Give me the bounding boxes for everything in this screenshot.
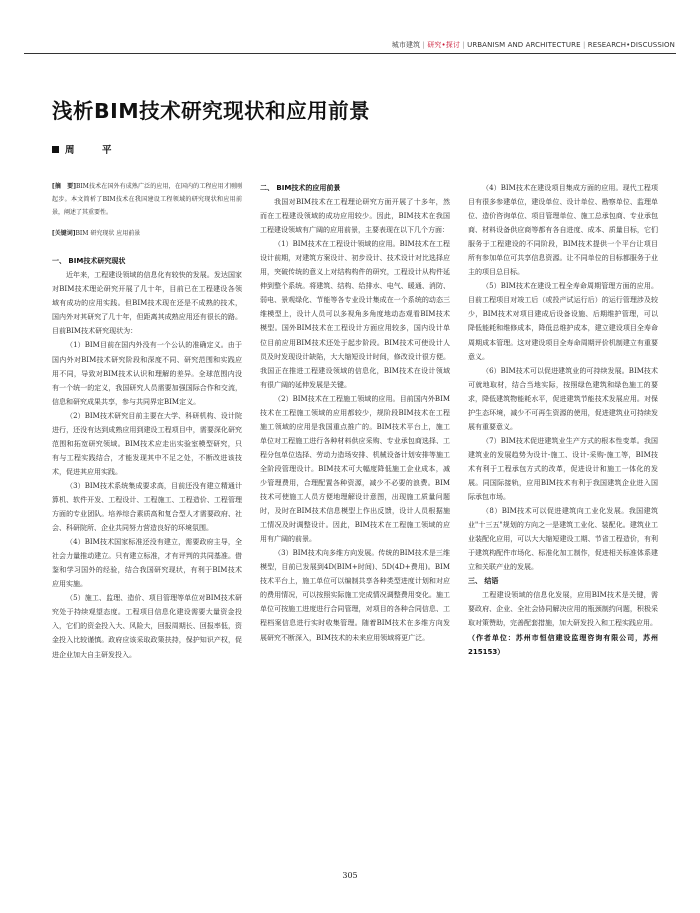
running-header <box>392 40 675 50</box>
column-middle <box>260 181 450 645</box>
section-heading-1: 一、 BIM技术研究现状 <box>52 257 126 266</box>
author-name: 周 平 <box>65 145 121 156</box>
paragraph: （1）BIM技术在工程设计领域的应用。BIM技术在工程设计前期，对建筑方案设计、初步设计、技术设计对比选择应用，突破传统的意义上对结构构件的研究，工程设计从构件延伸到整个系统。将建筑、结构、给排水、电气、暖通、消防、弱电、景观绿化、节能等各专业设计集成在一个系统的动态三维模型上，设计人员可以多视角多角度地动态观看BIM技术模型。国外BIM技术在工程设计方面应用较多，国内设计单位目前应用BIM技术还处于起步阶段。BIM技术可使设计人员及时发现设计缺陷，大大缩短设计时间，修改设计很方便。我国正在推进工程建设领域的信息化，BIM技术在设计领域有很广阔的延伸发展是关键。 <box>260 240 450 389</box>
author-line <box>52 142 121 156</box>
author-affiliation: （作者单位：苏州市恒信建设监理咨询有限公司，苏州 215153） <box>468 633 658 656</box>
paragraph: （7）BIM技术促进建筑业生产方式的根本性变革。我国建筑业的发展趋势为设计-施工、设计-采购-施工等，BIM技术有利于工程承包方式的改革，促进设计和施工一体化的发展。同国际接轨，应用BIM技术有利于我国建筑企业进入国际承包市场。 <box>468 436 658 502</box>
column-left <box>52 181 242 662</box>
paragraph: （2）BIM技术在工程施工领域的应用。目前国内外BIM技术在工程施工领域的应用都较少，规阶段BIM技术在工程施工领域的应用是我国重点推广的。BIM技术平台上，施工单位对工程施工进行各种材料供应采购、专业承包商选择、工程分包单位选择、劳动力造场安排、机械设备计划安排等施工全阶段管理设计。BIM技术可大幅度降低施工企业成本，减少管理费用，合理配置各种资源，减少不必要的浪费。BIM技术可使施工人员方便地理解设计意图，出现施工质量问题时，及时在BIM技术信息模型上作出反馈，设计人员根据施工情况及时调整设计。因此，BIM技术在工程施工领域的应用有广阔的前景。 <box>260 394 450 544</box>
paragraph: 近年来，工程建设领域的信息化有较快的发展。发达国家对BIM技术理论研究开展了几十年，目前已在工程建设各领域有成功的应用实践。但BIM技术现在还是不成熟的技术，国内外对其研究了几十年，但距离其成熟应用还有很长的路。目前BIM技术研究现状为： <box>52 271 242 336</box>
paragraph: （1）BIM目前在国内外没有一个公认的准确定义。由于国内外对BIM技术研究阶段和深度不同、研究范围和实践应用不同，导致对BIM技术认识和理解的差异。全球范围内没有一个统一的定义，我国研究人员需要加强国际合作和交流，信息和研究成果共享，参与共同界定BIM定义。 <box>52 341 242 406</box>
paragraph: （2）BIM技术研究目前主要在大学、科研机构、设计院进行，还没有达到成熟应用到建设工程项目中，需要深化研究范围和拓宽研究领域。BIM技术应走出实验室模型研究，只有与工程实践结合，才能发现其中不足之处，不断改进该技术，促进其应用实践。 <box>52 411 242 476</box>
paragraph: （5）施工、监理、造价、项目管理等单位对BIM技术研究处于持续观望态度。工程项目信息化建设需要大量资金投入，它们的资金投入大、风险大，回报周期长、回报率低，资金投入比较谨慎。政府应该采取政策扶持，保护知识产权，促进企业加大自主研发投入。 <box>52 594 242 659</box>
section-heading-3: 三、 结语 <box>468 577 499 586</box>
paragraph: （3）BIM技术向多维方向发展。传统的BIM技术是三维模型，目前已发展到4D(BIM+时间)、5D(4D+费用)。BIM技术平台上，施工单位可以编制共享各种类型进度计划和对应的费用情况，可以按照实际施工完成情况调整费用变化。施工单位可按施工进度进行合同管理，对项目的各种合同信息、工程档案信息进行实时收集管理。随着BIM技术在多维方向发展研究不断深入，BIM技术的未来应用领域将更广泛。 <box>260 549 450 642</box>
paragraph: （5）BIM技术在建设工程全寿命周期管理方面的应用。目前工程项目对竣工后（或投产试运行后）的运行管理涉及较少，BIM技术对项目建成后设备设施、后期维护管理，可以降低能耗和维修成本，降低总维护成本，建立建设项目全寿命周期成本管理。这对建设项目全寿命周期评价机制建立有重要意义。 <box>468 282 658 361</box>
header-journal-en: URBANISM AND ARCHITECTURE <box>467 41 581 49</box>
header-separator: | <box>422 41 425 49</box>
header-rule <box>24 53 676 54</box>
keywords-text: BIM 研究现状 应用前景 <box>75 230 141 238</box>
abstract <box>52 181 242 219</box>
paragraph: 我国对BIM技术在工程理论研究方面开展了十多年，然而在工程建设领域的成功应用较少。因此，BIM技术在我国工程建设领域有广阔的应用前景，主要表现在以下几个方面： <box>260 198 450 235</box>
header-column: 研究•探讨 <box>427 41 460 49</box>
header-section-en: RESEARCH•DISCUSSION <box>587 41 675 49</box>
paragraph: （6）BIM技术可以促进建筑业的可持续发展。BIM技术可就地取材，结合当地实际，按照绿色建筑和绿色施工的要求，降低建筑物能耗水平，促进建筑节能技术发展应用。对保护生态环境，减少不可再生资源的使用，促进建筑业可持续发展有重要意义。 <box>468 366 658 431</box>
header-separator: | <box>462 41 465 49</box>
section-heading-2: 二、 BIM技术的应用前景 <box>260 184 341 192</box>
paragraph: （4）BIM技术国家标准还没有建立，需要政府主导，全社会力量推动建立。只有建立标准，才有评判的共同基准。借鉴和学习国外的经验，结合我国研究现状，有利于BIM技术应用实施。 <box>52 538 242 589</box>
paragraph: 工程建设领域的信息化发展，应用BIM技术是关键，需要政府、企业、全社会协同解决应用的瓶颈制约问题，积极采取对策赞助，完善配套措施，加大研发投入和工程实践应用。 <box>468 591 658 628</box>
header-separator: | <box>582 41 586 49</box>
keywords-label: [关键词] <box>52 230 76 238</box>
article-title: 浅析BIM技术研究现状和应用前景 <box>52 99 371 123</box>
keywords <box>52 228 242 241</box>
header-section: 城市建筑 <box>391 41 421 49</box>
abstract-label: [摘 要] <box>52 183 76 190</box>
paragraph: （4）BIM技术在建设项目集成方面的应用。现代工程项目有很多参建单位，建设单位、设计单位、勘察单位、监理单位、造价咨询单位、项目管理单位、施工总承包商、专业承包商、材料设备供应商等都有各自进度、成本、质量目标，它们服务于工程建设的不同阶段，BIM技术提供一个平台让项目所有参加单位可共享信息资源。让不同单位的目标都服务于业主的项目总目标。 <box>468 184 658 277</box>
column-right <box>468 181 658 659</box>
paragraph: （8）BIM技术可以促进建筑向工业化发展。我国建筑业"十三五"规划的方向之一是建筑工业化、装配化。建筑业工业装配化应用，可以大大缩短建设工期、节省工程造价，有利于建筑构配件市场化、标准化加工制作，促进相关标准体系建立和关联产业的发展。 <box>468 507 658 572</box>
author-square-marker <box>52 146 59 153</box>
paragraph: （3）BIM技术系统集成要求高，目前还没有建立精通计算机、软件开发、工程设计、工程施工、工程造价、工程管理方面的专业团队。培养综合素质高和复合型人才需要政府、社会、科研院所、企业共同努力营造良好的环境氛围。 <box>52 481 242 533</box>
page-number: 305 <box>342 871 358 880</box>
abstract-text: BIM技术在国外有成熟广泛的应用，在国内的工程应用才刚刚起步。本文简析了BIM技术在我国建设工程领域的研究现状和应用前景，阐述了其重要性。 <box>52 183 242 216</box>
